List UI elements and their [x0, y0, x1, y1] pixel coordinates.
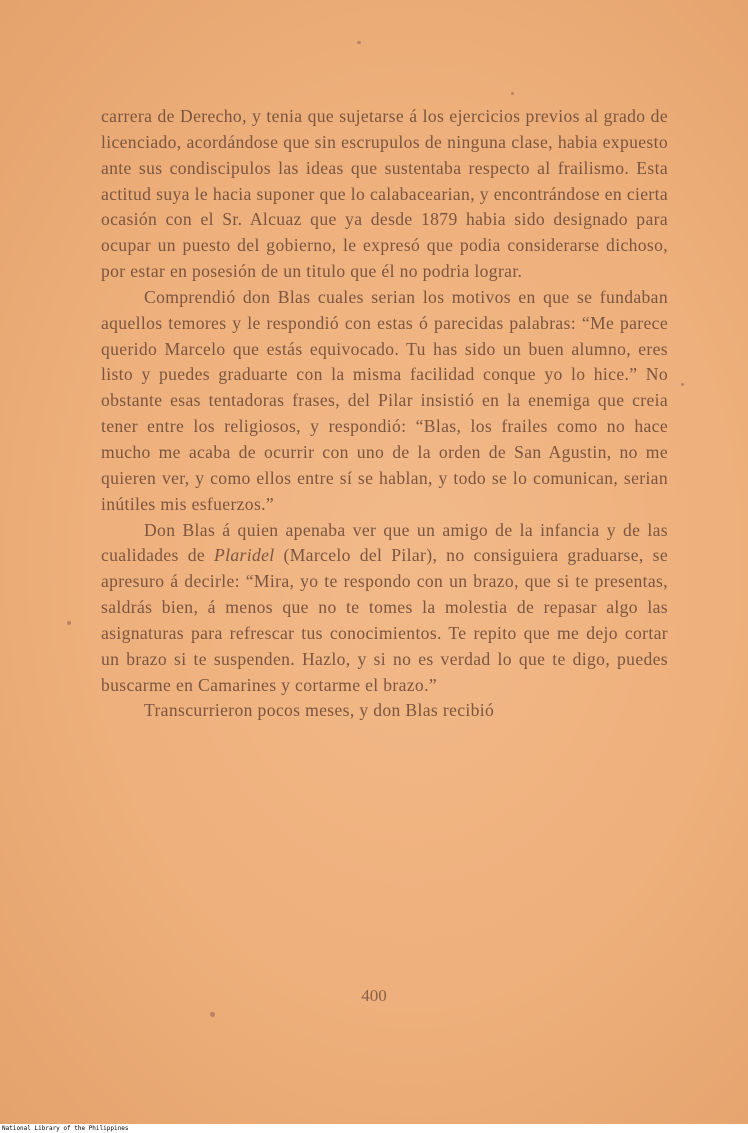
italic-name-plaridel: Plaridel — [214, 545, 275, 566]
ink-speck — [67, 621, 71, 625]
library-credit: National Library of the Philippines — [2, 1125, 129, 1132]
paragraph — [101, 104, 668, 285]
ink-speck — [357, 41, 361, 44]
text-run: Don Blas á quien apenaba ver que un amigo de la infancia y de las cualidades de — [101, 519, 668, 566]
text-run: Transcurrieron pocos meses, y don Blas recibió — [144, 700, 495, 721]
paragraph — [101, 285, 668, 518]
ink-speck — [210, 1012, 215, 1017]
page-number: 400 — [361, 986, 387, 1005]
text-run: carrera de Derecho, y tenia que sujetarse á los ejercicios previos al grado de licenciado, acordándose que sin escrupulos de ninguna clase, habia expuesto ante sus condiscipulos las ideas que sustentaba respecto al frailismo. Esta actitud suya le hacia suponer que lo calabacearian, y encontrándose en cierta ocasión con el Sr. Alcuaz que ya desde 1879 habia sido designado para ocupar un puesto del gobierno, le expresó que podia considerarse dichoso, por estar en posesión de un titulo que él no podria lograr. — [101, 106, 668, 282]
paragraph — [101, 698, 668, 724]
paragraph — [101, 518, 668, 699]
body-text — [101, 104, 668, 724]
ink-speck — [681, 383, 684, 386]
text-run: Comprendió don Blas cuales serian los motivos en que se fundaban aquellos temores y le respondió con estas ó parecidas palabras: “Me parece querido Marcelo que estás equivocado. Tu has sido un buen alumno, eres listo y puedes graduarte con la misma facilidad conque yo lo hice.” No obstante esas tentadoras frases, del Pilar insistió en la enemiga que creia tener entre los religiosos, y respondió: “Blas, los frailes como no hace mucho me acaba de ocurrir con uno de la orden de San Agustin, no me quieren ver, y como ellos entre sí se hablan, y todo se lo comunican, serian inútiles mis esfuerzos.” — [101, 286, 668, 514]
text-run: (Marcelo del Pilar), no consiguiera graduarse, se apresuro á decirle: “Mira, yo te respondo con un brazo, que si te presentas, saldrás bien, á menos que no te tomes la molestia de repasar algo las asignaturas para refrescar tus conocimientos. Te repito que me dejo cortar un brazo si te suspenden. Hazlo, y si no es verdad lo que te digo, puedes buscarme en Camarines y cortarme el brazo.” — [101, 545, 668, 695]
ink-speck — [511, 92, 514, 95]
